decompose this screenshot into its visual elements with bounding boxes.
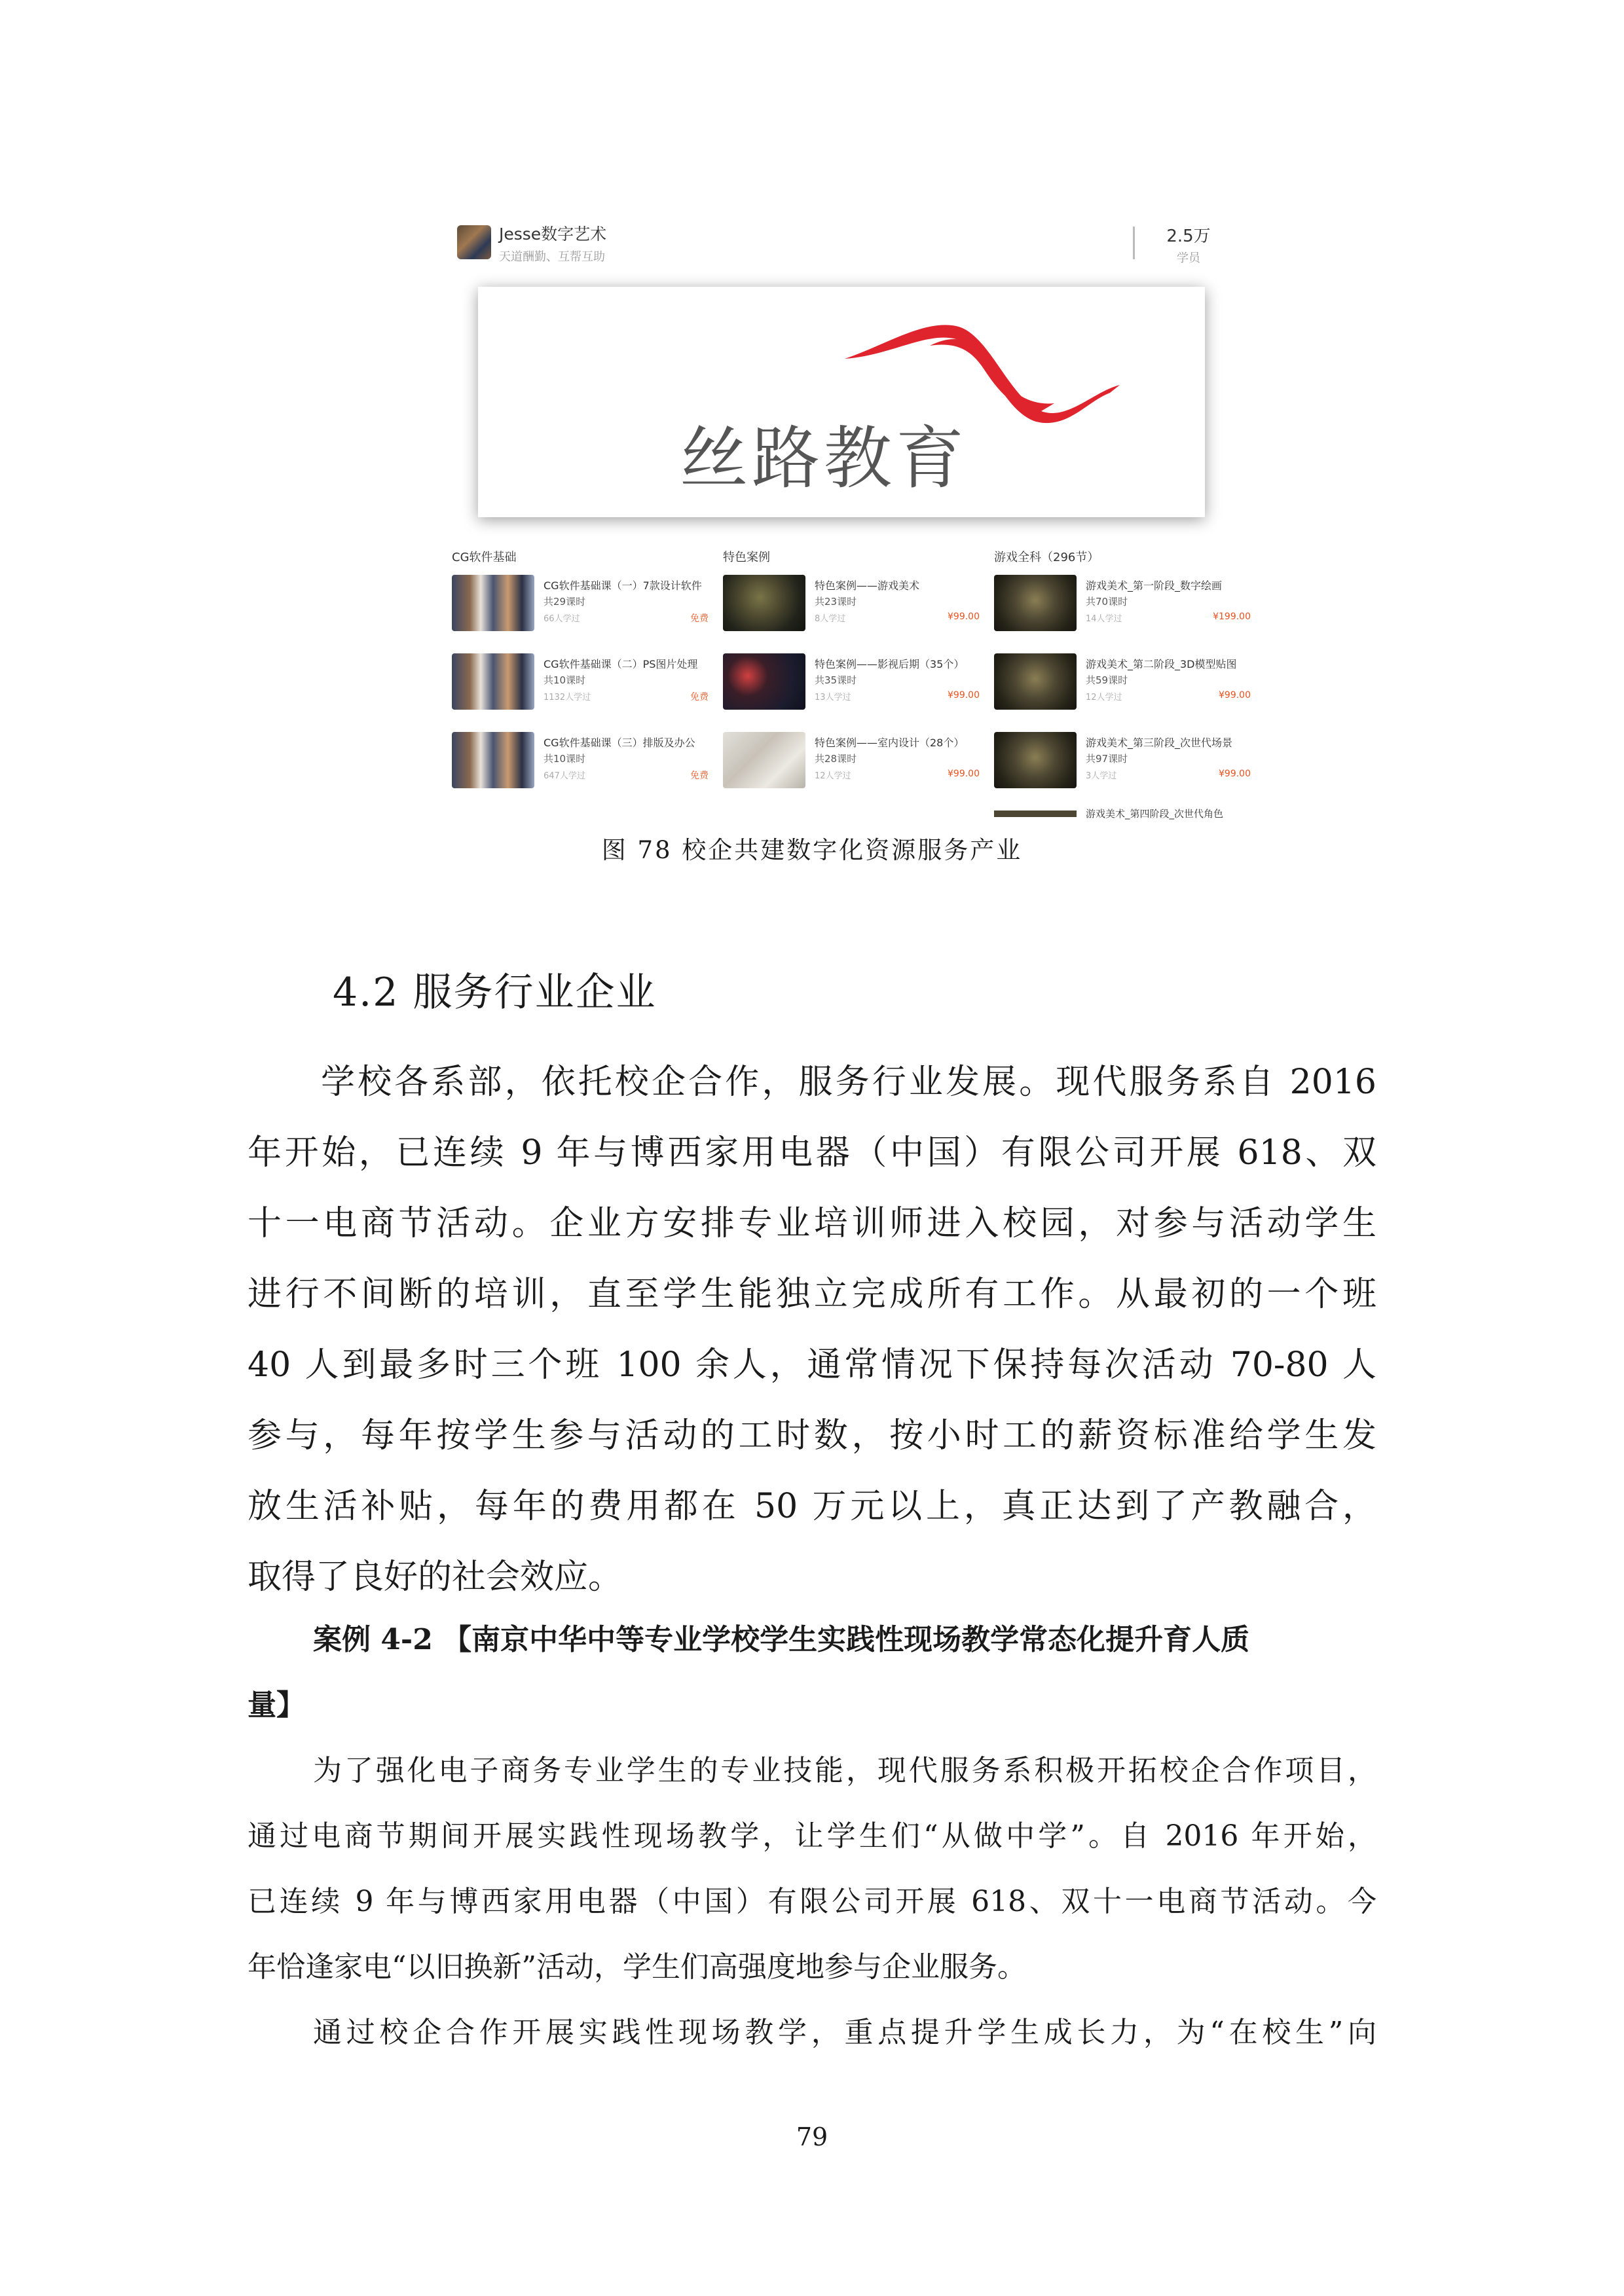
header-divider [1133, 227, 1135, 259]
course-card[interactable] [723, 575, 985, 640]
course-price: ¥199.00 [1213, 611, 1251, 622]
course-learners: 1132人学过 [544, 693, 591, 702]
course-thumbnail [723, 575, 805, 631]
course-title: 特色案例——室内设计（28个） [815, 737, 965, 749]
course-price: 免费 [690, 692, 709, 702]
course-lessons: 共29课时 [544, 596, 586, 608]
body-line: 进行不间断的培训，直至学生能独立完成所有工作。从最初的一个班 [248, 1275, 1376, 1314]
body-line: 十一电商节活动。企业方安排专业培训师进入校园，对参与活动学生 [248, 1204, 1376, 1243]
course-card[interactable] [994, 575, 1256, 640]
course-title: CG软件基础课（一）7款设计软件 [544, 579, 702, 592]
case-line: 通过电商节期间开展实践性现场教学，让学生们“从做中学”。自 2016 年开始， [248, 1819, 1376, 1853]
course-lessons: 共10课时 [544, 753, 586, 765]
body-line: 放生活补贴，每年的费用都在 50 万元以上，真正达到了产教融合， [248, 1487, 1376, 1526]
course-title: CG软件基础课（三）排版及办公 [544, 737, 695, 749]
course-learners: 14人学过 [1086, 614, 1122, 624]
course-price: ¥99.00 [948, 769, 980, 779]
avatar [457, 225, 491, 259]
course-thumbnail [994, 575, 1077, 631]
course-lessons: 共35课时 [815, 674, 857, 686]
course-learners: 647人学过 [544, 771, 585, 781]
course-card[interactable] [723, 653, 985, 719]
course-price: ¥99.00 [948, 690, 980, 701]
course-learners: 66人学过 [544, 614, 580, 624]
course-title: 游戏美术_第四阶段_次世代角色 [1086, 808, 1224, 820]
case-title: 案例 4-2 【南京中华中等专业学校学生实践性现场教学常态化提升育人质 [313, 1623, 1250, 1656]
course-learners: 12人学过 [815, 771, 851, 781]
figure-caption: 图 78 校企共建数字化资源服务产业 [601, 836, 1023, 864]
course-title: 游戏美术_第二阶段_3D模型贴图 [1086, 658, 1237, 670]
course-title: 特色案例——游戏美术 [815, 579, 920, 592]
course-thumbnail [452, 575, 534, 631]
course-learners: 3人学过 [1086, 771, 1117, 781]
case-line: 已连续 9 年与博西家用电器（中国）有限公司开展 618、双十一电商节活动。今 [248, 1885, 1376, 1918]
course-price: ¥99.00 [948, 611, 980, 622]
course-thumbnail [994, 732, 1077, 788]
course-card[interactable] [452, 732, 714, 797]
body-line: 40 人到最多时三个班 100 余人，通常情况下保持每次活动 70-80 人 [248, 1345, 1376, 1385]
course-learners: 13人学过 [815, 693, 851, 702]
course-thumbnail [452, 732, 534, 788]
course-price: ¥99.00 [1219, 690, 1251, 701]
course-title: 游戏美术_第一阶段_数字绘画 [1086, 579, 1223, 592]
figure-screenshot [452, 211, 1251, 820]
course-lessons: 共10课时 [544, 674, 586, 686]
body-line: 取得了良好的社会效应。 [248, 1558, 623, 1597]
course-lessons: 共97课时 [1086, 753, 1128, 765]
column-title-game: 游戏全科（296节） [994, 551, 1099, 564]
figure-header [452, 217, 1251, 270]
course-thumbnail [994, 653, 1077, 710]
column-title-cg: CG软件基础 [452, 551, 517, 564]
course-thumbnail [452, 653, 534, 710]
case-line: 为了强化电子商务专业学生的专业技能，现代服务系积极开拓校企合作项目， [313, 1754, 1376, 1787]
course-lessons: 共28课时 [815, 753, 857, 765]
course-title: 游戏美术_第三阶段_次世代场景 [1086, 737, 1233, 749]
course-price: 免费 [690, 771, 709, 781]
course-thumbnail [723, 653, 805, 710]
student-count-label: 学员 [1177, 251, 1200, 265]
case-line: 通过校企合作开展实践性现场教学，重点提升学生成长力，为“在校生”向 [313, 2016, 1376, 2049]
case-title-cont: 量】 [248, 1688, 305, 1722]
case-line: 年恰逢家电“以旧换新”活动，学生们高强度地参与企业服务。 [248, 1950, 1026, 1984]
channel-name: Jesse数字艺术 [499, 225, 607, 244]
logo-text: 丝路教育 [680, 418, 969, 498]
course-card-partial[interactable] [994, 808, 1249, 820]
student-count: 2.5万 [1166, 227, 1211, 246]
course-thumbnail [723, 732, 805, 788]
body-line: 学校各系部，依托校企合作，服务行业发展。现代服务系自 2016 [321, 1063, 1376, 1102]
course-card[interactable] [723, 732, 985, 797]
column-title-featured: 特色案例 [723, 551, 770, 564]
body-line: 参与，每年按学生参与活动的工时数，按小时工的薪资标准给学生发 [248, 1416, 1376, 1455]
page-number: 79 [796, 2123, 828, 2151]
course-card[interactable] [994, 732, 1256, 797]
course-card[interactable] [994, 653, 1256, 719]
course-learners: 8人学过 [815, 614, 846, 624]
course-card[interactable] [452, 653, 714, 719]
course-thumbnail [994, 811, 1077, 817]
course-title: 特色案例——影视后期（35个） [815, 658, 965, 670]
course-card[interactable] [452, 575, 714, 640]
course-lessons: 共23课时 [815, 596, 857, 608]
course-price: 免费 [690, 613, 709, 624]
course-lessons: 共70课时 [1086, 596, 1128, 608]
logo-card [478, 287, 1205, 517]
body-line: 年开始，已连续 9 年与博西家用电器（中国）有限公司开展 618、双 [248, 1133, 1376, 1173]
channel-subtitle: 天道酬勤、互帮互助 [499, 250, 605, 264]
course-lessons: 共59课时 [1086, 674, 1128, 686]
section-heading: 4.2 服务行业企业 [333, 970, 657, 1015]
course-title: CG软件基础课（二）PS图片处理 [544, 658, 698, 670]
course-learners: 12人学过 [1086, 693, 1122, 702]
course-price: ¥99.00 [1219, 769, 1251, 779]
